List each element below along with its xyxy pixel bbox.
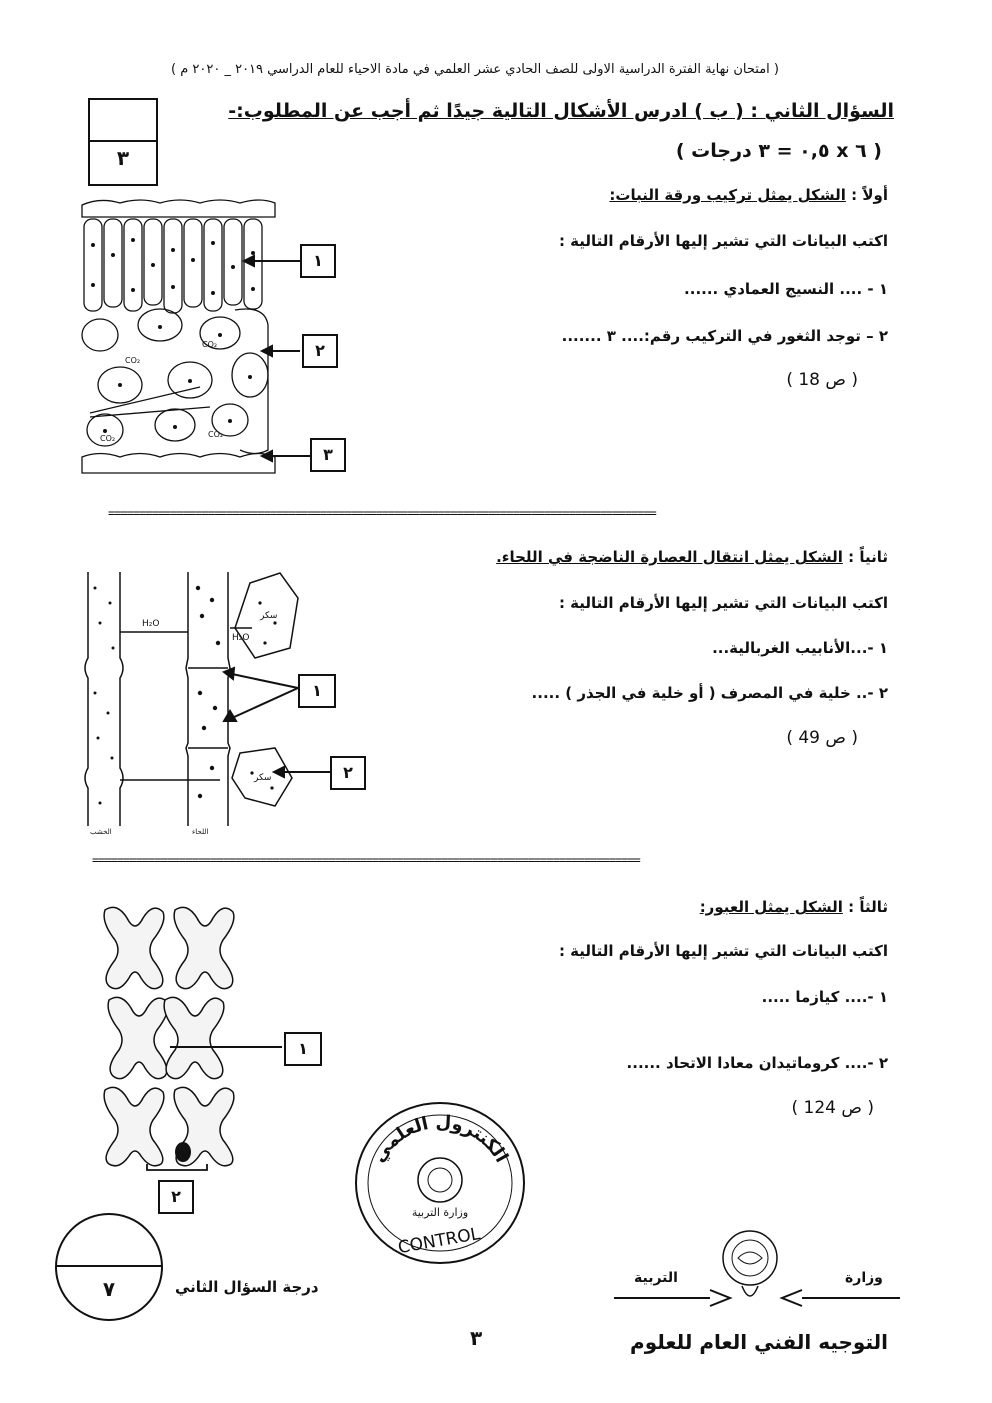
leaf-label-1: ١	[300, 244, 336, 278]
co2-label-2: CO₂	[202, 340, 218, 349]
crossing-label-1: ١	[284, 1032, 322, 1066]
section2-prefix: ثانياً :	[848, 548, 888, 566]
section3-instruction: اكتب البيانات التي تشير إليها الأرقام التالية :	[558, 942, 888, 960]
separator-2: ========================================================================================	[92, 853, 640, 867]
question-grade-label: درجة السؤال الثاني	[175, 1278, 319, 1296]
section3-title	[700, 898, 888, 916]
sugar-label-sink: سكر	[254, 773, 272, 783]
question-grade-value: ٧	[102, 1277, 116, 1301]
section3-prefix: ثالثاً :	[848, 898, 888, 916]
phloem-label-2: ٢	[330, 756, 366, 790]
stamp-control-text: CONTROL	[396, 1224, 482, 1259]
co2-label-4: CO₂	[208, 430, 224, 439]
ministry-right-text: التربية	[634, 1270, 678, 1286]
section2-instruction: اكتب البيانات التي تشير إليها الأرقام التالية :	[558, 594, 888, 612]
section1-prefix: أولاً :	[851, 186, 888, 204]
section3-ref: ( ص 124 )	[791, 1098, 874, 1118]
h2o-label-1: H₂O	[142, 619, 160, 629]
section1-answer2: ٢ – توجد الثغور في التركيب رقم:.... ٣ .......	[561, 327, 888, 345]
department-text: التوجيه الفني العام للعلوم	[630, 1330, 888, 1354]
section2-answer1: ١ -...الأنابيب الغربالية...	[712, 639, 888, 657]
emblem-underline	[612, 1284, 902, 1314]
exam-header: ( امتحان نهاية الفترة الدراسية الاولى للصف الحادي عشر العلمي في مادة الاحياء للعام الدراسي ٢٠١٩ _ ٢٠٢٠ م )	[171, 62, 779, 77]
section2-heading: الشكل يمثل انتقال العصارة الناضجة في اللحاء.	[496, 548, 843, 566]
section1-ref: ( ص 18 )	[786, 370, 858, 390]
question-grade-circle	[55, 1213, 163, 1321]
grade-box	[88, 98, 158, 186]
crossing-pointer	[160, 1035, 290, 1075]
control-stamp	[350, 1098, 530, 1268]
page-number: ٣	[470, 1326, 483, 1350]
crossing-label-2: ٢	[158, 1180, 194, 1214]
section1-instruction: اكتب البيانات التي تشير إليها الأرقام التالية :	[558, 232, 888, 250]
sugar-label-source: سكر	[260, 611, 278, 621]
stamp-arc-text: الكنترول العلمي	[368, 1111, 513, 1167]
section2-ref: ( ص 49 )	[786, 728, 858, 748]
section3-heading: الشكل يمثل العبور:	[699, 898, 843, 916]
section1-answer1: ١ - .... النسيج العمادي ......	[684, 280, 888, 298]
phloem-label-1: ١	[298, 674, 336, 708]
section1-title	[609, 186, 888, 204]
section1-heading: الشكل يمثل تركيب ورقة النبات:	[609, 186, 846, 204]
ministry-left-text: وزارة	[845, 1270, 883, 1286]
question-marks: ( ٦ x ٠,٥ = ٣ درجات )	[675, 140, 882, 162]
section3-answer2: ٢ -.... كروماتيدان معادا الاتحاد ......	[626, 1054, 888, 1072]
co2-label-1: CO₂	[125, 356, 141, 365]
stamp-inner-text: وزارة التربية	[411, 1206, 469, 1219]
separator-1: ========================================================================================	[108, 506, 656, 520]
question-title: السؤال الثاني : ( ب ) ادرس الأشكال التالية جيدًا ثم أجب عن المطلوب:-	[228, 100, 894, 122]
leaf-label-2: ٢	[302, 334, 338, 368]
co2-label-3: CO₂	[100, 434, 116, 443]
section2-answer2: ٢ -.. خلية في المصرف ( أو خلية في الجذر ) .....	[531, 684, 888, 702]
leaf-label-3: ٣	[310, 438, 346, 472]
section2-title	[496, 548, 888, 566]
grade-box-value: ٣	[116, 146, 130, 170]
section3-answer1: ١ -.... كيازما .....	[761, 988, 888, 1006]
phloem-label: اللحاء	[192, 828, 209, 836]
h2o-label-2: H₂O	[232, 633, 250, 643]
xylem-label: الخشب	[90, 828, 112, 836]
